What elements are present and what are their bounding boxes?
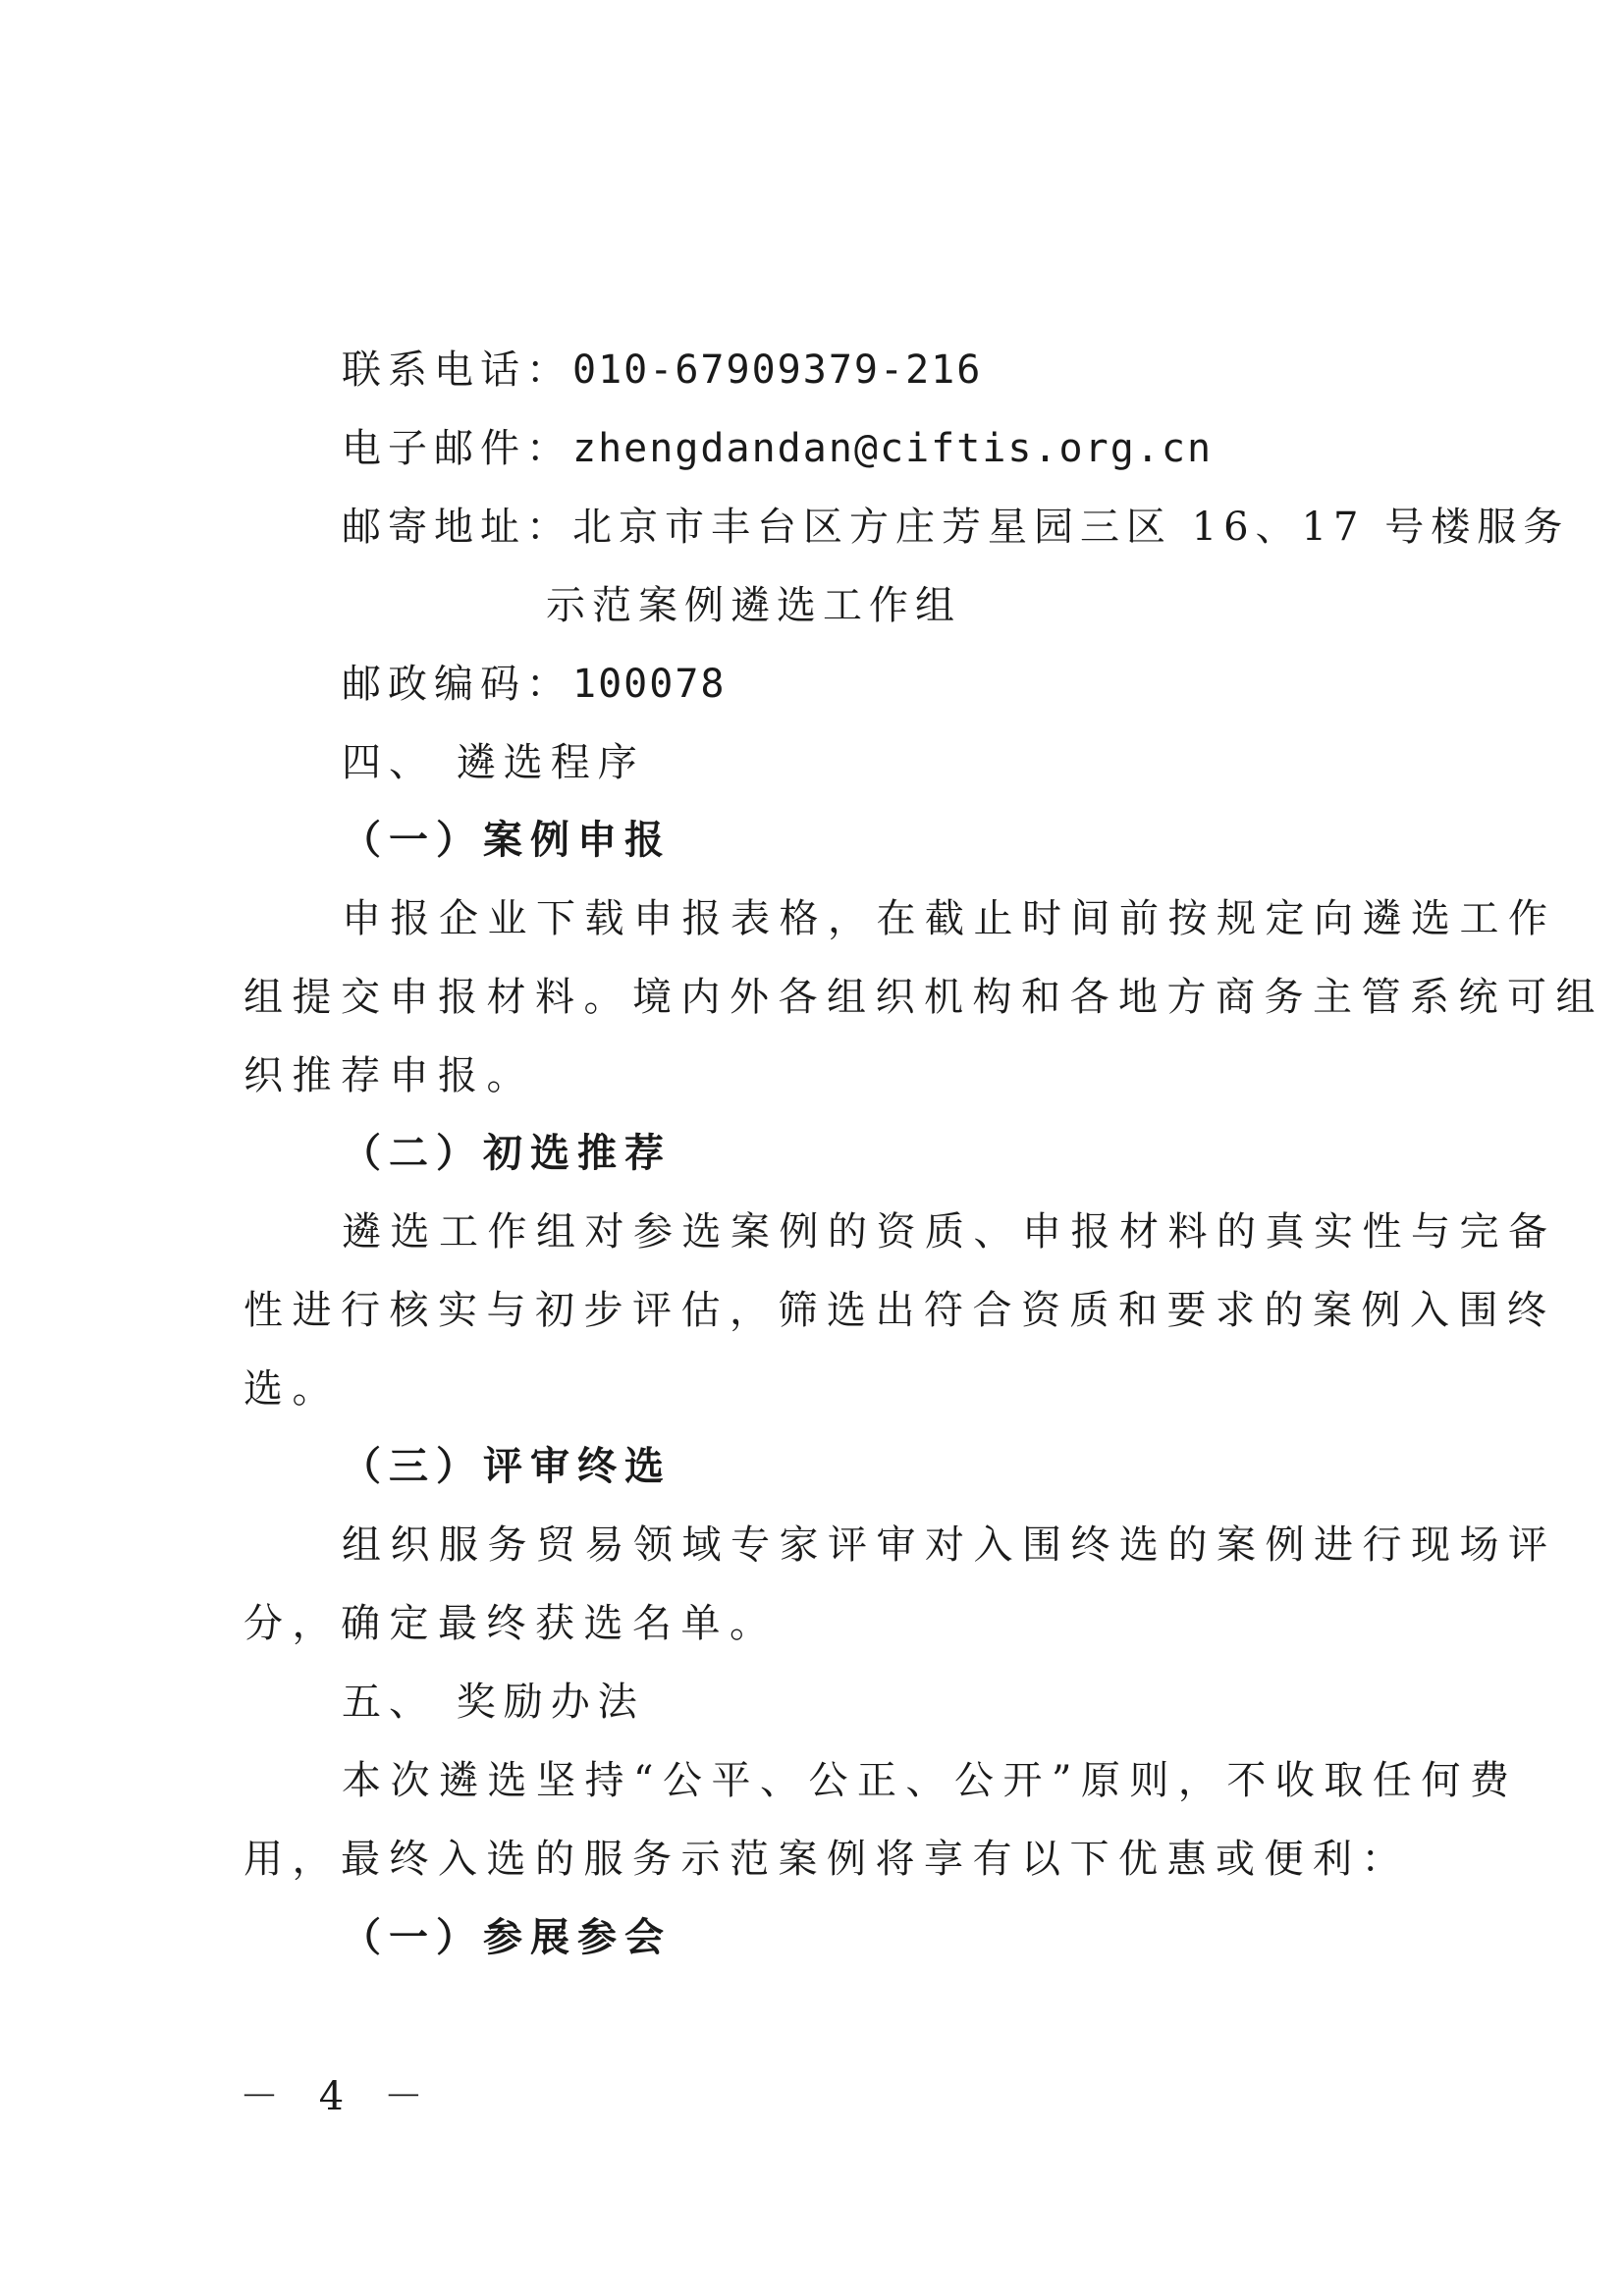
email-value: zhengdandan@ciftis.org.cn (572, 426, 1214, 471)
address-line-2: 示范案例遴选工作组 (546, 583, 961, 628)
phone-value: 010-67909379-216 (572, 347, 983, 393)
phone-label: 联系电话： (342, 347, 572, 393)
section-5-line-2: 用，最终入选的服务示范案例将享有以下优惠或便利： (243, 1837, 1410, 1882)
section-4-sub-3-line-2: 分，确定最终获选名单。 (243, 1601, 779, 1646)
email-label: 电子邮件： (342, 426, 572, 471)
section-4-sub-1-line-3: 织推荐申报。 (243, 1053, 535, 1098)
section-4-sub-3-line-1: 组织服务贸易领域专家评审对入围终选的案例进行现场评 (342, 1522, 1557, 1568)
postcode-value: 100078 (572, 662, 727, 707)
section-5-title: 五、 奖励办法 (342, 1680, 645, 1725)
contact-email (342, 426, 1214, 471)
contact-address (342, 505, 1570, 550)
section-4-sub-1-line-2: 组提交申报材料。境内外各组织机构和各地方商务主管系统可组 (243, 975, 1604, 1020)
section-4-sub-2-line-3: 选。 (243, 1366, 341, 1412)
section-4-title: 四、 遴选程序 (342, 740, 645, 785)
postcode-label: 邮政编码： (342, 662, 572, 707)
contact-postcode (342, 662, 727, 707)
page-number: － 4 － (240, 2074, 437, 2119)
address-line-1: 北京市丰台区方庄芳星园三区 16、17 号楼服务 (572, 505, 1570, 550)
section-4-sub-3-title: （三）评审终选 (342, 1444, 672, 1489)
section-4-sub-2-line-2: 性进行核实与初步评估，筛选出符合资质和要求的案例入围终 (243, 1288, 1556, 1333)
section-5-line-1: 本次遴选坚持“公平、公正、公开”原则，不收取任何费 (342, 1758, 1519, 1803)
section-4-sub-1-line-1: 申报企业下载申报表格，在截止时间前按规定向遴选工作 (342, 896, 1557, 941)
address-label: 邮寄地址： (342, 505, 572, 550)
section-5-sub-1-title: （一）参展参会 (342, 1915, 672, 1960)
section-4-sub-2-title: （二）初选推荐 (342, 1131, 672, 1176)
section-4-sub-1-title: （一）案例申报 (342, 818, 672, 863)
contact-phone (342, 347, 983, 393)
section-4-sub-2-line-1: 遴选工作组对参选案例的资质、申报材料的真实性与完备 (342, 1209, 1557, 1255)
